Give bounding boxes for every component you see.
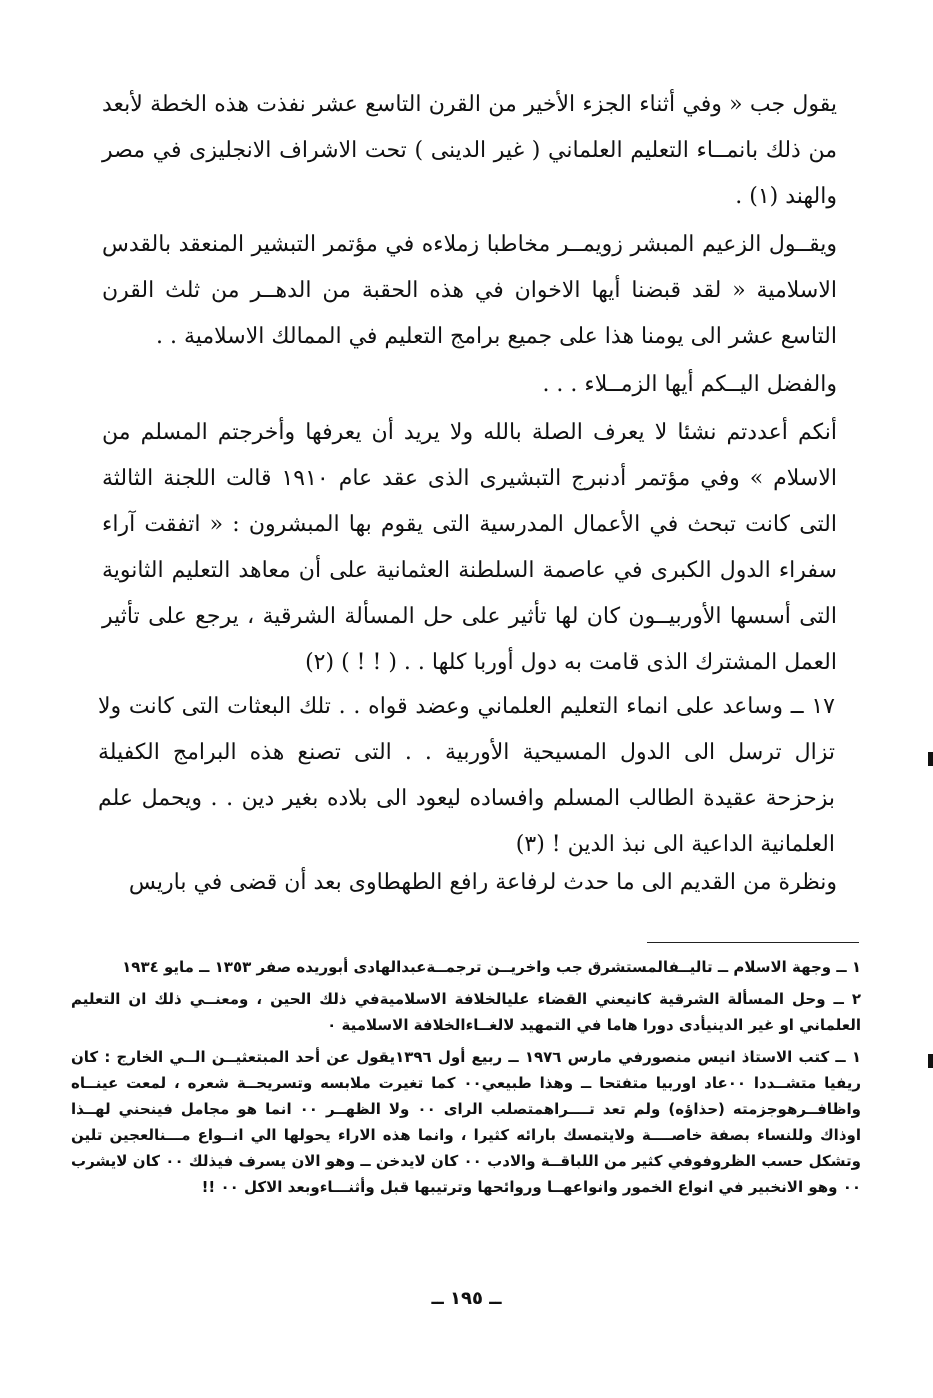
footnote-1: ١ ــ وجهة الاسلام ــ تاليــفالمستشرق جب واخريــن ترجمــةعبدالهادى أبوريده صفر ١٣٥٣ ــ مايو ١٩٣٤	[122, 958, 861, 976]
paragraph-zwemer-quote: ويقــول الزعيم المبشر زويمــر مخاطبا زملاءه في مؤتمر التبشير المنعقد بالقدس الاسلامية « لقد قبضنا أيها الاخوان في هذه الحقبة من الدهــر من ثلث القرن التاسع عشر الى يومنا هذا على جميع برامج التعليم في الممالك الاسلامية . .	[102, 232, 837, 349]
footnote-3: ١ ــ كتب الاستاذ انيس منصورفي مارس ١٩٧٦ ــ ربيع أول ١٣٩٦يقول عن أحد المبتعثيــن الــي الخارج : كان ريفيا متشــددا ٠٠عاد اوربيا متفتحا ــ وهذا طبيعي٠٠ كما تغيرت ملابسه وتسريحــة شعره ، لمعت عينــاه واظافــرهوجزمته (حذاؤه) ولم تعد تــــراهمتصلب الراى ٠٠ ولا الظهــر ٠٠ انما هو مجامل فينحني لهــذا اوذاك وللنساء بصفة خاصــــة ولايتمسك بارائه كثيرا ، وانما هذه الاراء يحولها الي انــواع مـــنالعجين تلين وتشكل حسب الظروفوفي كثير من اللباقــة والادب ٠٠ كان لايدخن ــ وهو الان يسرف فيذلك ٠٠ كان لايشرب ٠٠ وهو الانخبير في انواع الخمور وانواعهــا وروائحها وترتيبها قبل وأثنـــاءوبعد الاكل ٠٠ !!	[71, 1048, 862, 1196]
scan-edge-mark	[928, 752, 933, 766]
paragraph-point-17: ١٧ ــ وساعد على انماء التعليم العلماني وعضد قواه . . تلك البعثات التى كانت ولا تزال ترسل الى الدول المسيحية الأوربية . . التى تصنع هذه البرامج الكفيلة بزحزحة عقيدة الطالب المسلم وافساده ليعود الى بلاده بغير دين . . ويحمل علم العلمانية الداعية الى نبذ الدين ! (٣)	[98, 694, 835, 857]
footnote-divider	[647, 942, 859, 943]
footnote-2: ٢ ــ وحل المسألة الشرقية كانيعني القضاء عليالخلافة الاسلاميةفي ذلك الحين ، ومعنــي ذلك ان التعليم العلماني او غير الدينيأدى دورا هاما في التمهيد لالغــاءالخلافة الاسلامية ٠	[71, 990, 861, 1034]
paragraph-thanks-colleagues: والفضل اليــكم أيها الزمــلاء . . .	[542, 372, 837, 397]
paragraph-tahtawi: ونظرة من القديم الى ما حدث لرفاعة رافع الطهطاوى بعد أن قضى في باريس	[128, 870, 837, 895]
footnotes-section	[71, 954, 861, 1206]
page-number: ــ ١٩٥ ــ	[431, 1288, 502, 1309]
scan-edge-mark	[928, 1054, 933, 1068]
paragraph-edinburgh-conference: أنكم أعددتم نشئا لا يعرف الصلة بالله ولا يريد أن يعرفها وأخرجتم المسلم من الاسلام » وفي مؤتمر أدنبرج التبشيرى الذى عقد عام ١٩١٠ قالت اللجنة الثالثة التى كانت تبحث في الأعمال المدرسية التى يقوم بها المبشرون : « اتفقت آراء سفراء الدول الكبرى في عاصمة السلطنة العثمانية على أن معاهد التعليم الثانوية التى أسسها الأوربيــون كان لها تأثير على حل المسألة الشرقية ، يرجع على تأثير العمل المشترك الذى قامت به دول أوربا كلها . . ( ! ! ) (٢)	[102, 420, 837, 675]
paragraph-gibb-quote: يقول جب « وفي أثناء الجزء الأخير من القرن التاسع عشر نفذت هذه الخطة لأبعد من ذلك بانمــاء التعليم العلماني ( غير الدينى ) تحت الاشراف الانجليزى في مصر والهند (١) .	[102, 92, 837, 209]
